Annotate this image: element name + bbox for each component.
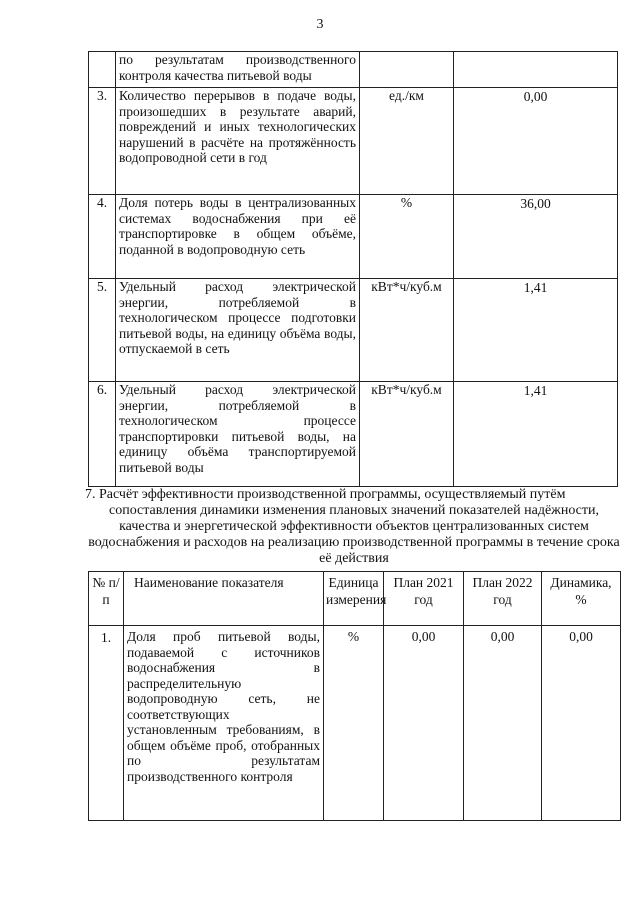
table-row	[89, 88, 618, 195]
indicator-value: 36,00	[454, 195, 618, 279]
indicator-unit: кВт*ч/куб.м	[360, 279, 454, 382]
header-num: № п/п	[89, 572, 124, 626]
header-unit: Единица измерения	[324, 572, 384, 626]
row-number: 3.	[89, 88, 116, 195]
header-dynamics: Динамика, %	[542, 572, 621, 626]
indicator-unit: кВт*ч/куб.м	[360, 382, 454, 487]
row-number: 1.	[89, 626, 124, 821]
plan-2021-value: 0,00	[384, 626, 464, 821]
indicator-name: Количество перерывов в подаче воды, произошедших в результате аварий, повреждений и иных технологических нарушений в расчёте на протяжённость водопроводной сети в год	[116, 88, 360, 195]
table-row	[89, 382, 618, 487]
plan-2022-value: 0,00	[464, 626, 542, 821]
indicator-unit: %	[360, 195, 454, 279]
table-header-row	[89, 572, 621, 626]
table-row	[89, 626, 621, 821]
section-7-heading	[85, 487, 620, 567]
indicators-table-continued	[88, 51, 618, 487]
row-number: 5.	[89, 279, 116, 382]
table-row	[89, 279, 618, 382]
row-number: 4.	[89, 195, 116, 279]
indicator-value	[454, 52, 618, 88]
section-7-heading-rest: сопоставления динамики изменения плановых значений показателей надёжности, качества и энергетической эффективности объектов централизованных систем водоснабжения и расходов на реализацию производственной программы в течение срока её действия	[88, 503, 620, 566]
efficiency-table	[88, 571, 621, 821]
indicator-name: по результатам производственного контроля качества питьевой воды	[116, 52, 360, 88]
indicator-unit: %	[324, 626, 384, 821]
table-row	[89, 52, 618, 88]
page-number: 3	[316, 17, 324, 32]
indicator-unit	[360, 52, 454, 88]
header-name: Наименование показателя	[124, 572, 324, 626]
section-7-heading-line1: 7. Расчёт эффективности производственной программы, осуществляемый путём	[85, 487, 566, 502]
row-number	[89, 52, 116, 88]
header-plan-2022: План 2022 год	[464, 572, 542, 626]
row-number: 6.	[89, 382, 116, 487]
indicator-unit: ед./км	[360, 88, 454, 195]
header-plan-2021: План 2021 год	[384, 572, 464, 626]
indicator-value: 1,41	[454, 279, 618, 382]
indicator-name: Доля проб питьевой воды, подаваемой с источников водоснабжения в распределительную водопроводную сеть, не соответствующих установленным требованиям, в общем объёме проб, отобранных по результатам производственного контроля	[124, 626, 324, 821]
indicator-name: Доля потерь воды в централизованных системах водоснабжения при её транспортировке в общем объёме, поданной в водопроводную сеть	[116, 195, 360, 279]
indicator-value: 0,00	[454, 88, 618, 195]
dynamics-value: 0,00	[542, 626, 621, 821]
indicator-name: Удельный расход электрической энергии, потребляемой в технологическом процессе транспортировки питьевой воды, на единицу объёма транспортируемой питьевой воды	[116, 382, 360, 487]
indicator-value: 1,41	[454, 382, 618, 487]
table-row	[89, 195, 618, 279]
indicator-name: Удельный расход электрической энергии, потребляемой в технологическом процессе подготовки питьевой воды, на единицу объёма воды, отпускаемой в сеть	[116, 279, 360, 382]
